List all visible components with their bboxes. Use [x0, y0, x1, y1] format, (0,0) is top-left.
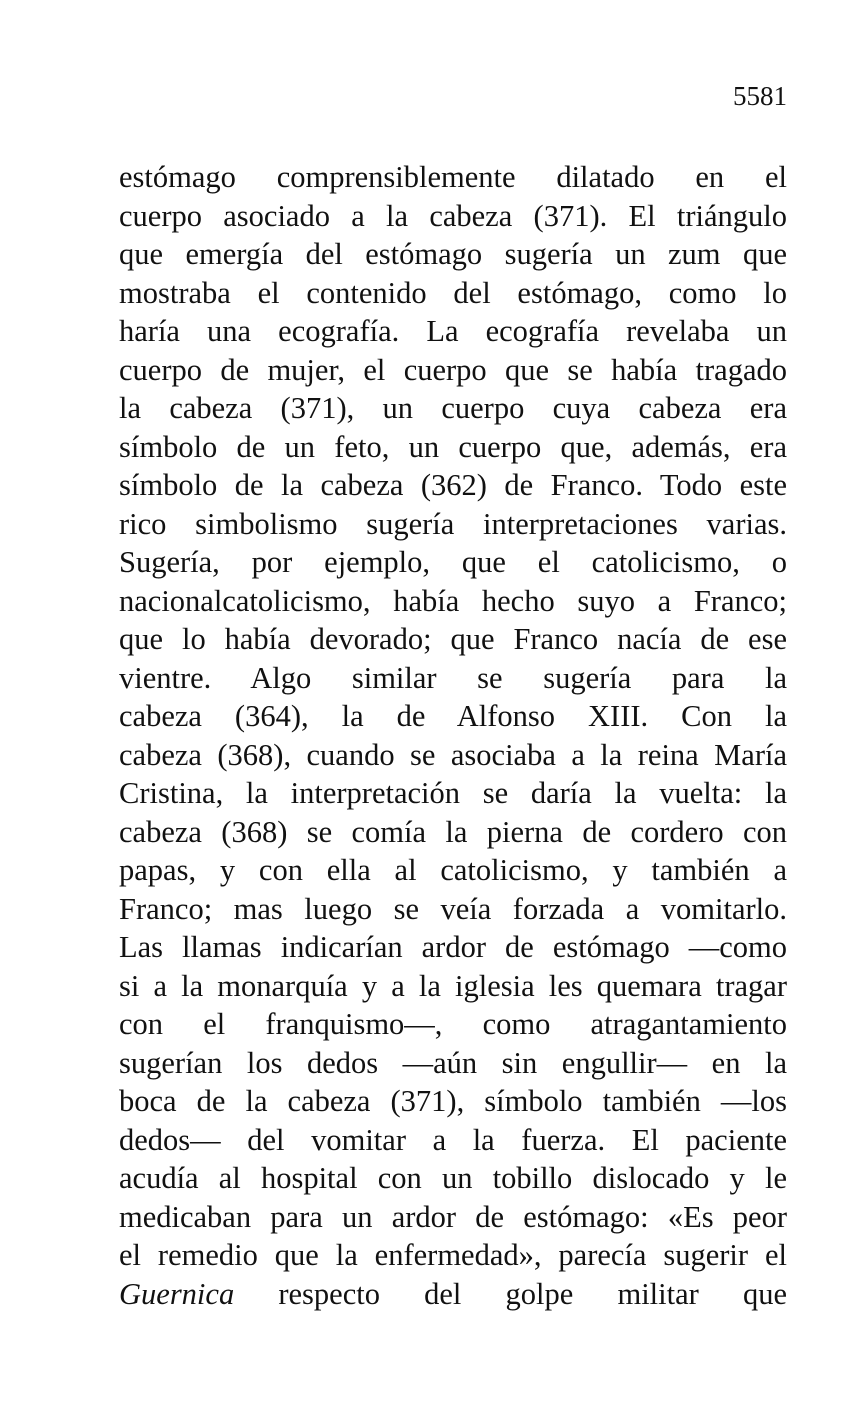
text-line: que lo había devorado; que Franco nacía de ese [119, 622, 787, 656]
text-line: Sugería, por ejemplo, que el catolicismo, o [119, 545, 787, 579]
text-line: estómago comprensiblemente dilatado en el [119, 160, 787, 194]
text-line: papas, y con ella al catolicismo, y también a [119, 853, 787, 887]
text-line: Franco; mas luego se veía forzada a vomitarlo. [119, 891, 787, 926]
text-line: vientre. Algo similar se sugería para la [119, 660, 787, 695]
text-line: símbolo de un feto, un cuerpo que, además, era [119, 429, 787, 464]
body-text [119, 158, 787, 1313]
text-line-last [119, 1275, 787, 1314]
text-line: si a la monarquía y a la iglesia les quemara tragar [119, 968, 787, 1003]
text-line: que emergía del estómago sugería un zum que [119, 237, 787, 271]
text-line: Las llamas indicarían ardor de estómago —como [119, 930, 787, 964]
text-line: mostraba el contenido del estómago, como lo [119, 275, 787, 310]
text-line: cuerpo de mujer, el cuerpo que se había tragado [119, 352, 787, 387]
text-line: símbolo de la cabeza (362) de Franco. Todo este [119, 468, 787, 502]
text-line: cabeza (364), la de Alfonso XIII. Con la [119, 699, 787, 733]
last-line-rest: respecto del golpe militar que [234, 1276, 787, 1311]
text-line: boca de la cabeza (371), símbolo también —los [119, 1084, 787, 1118]
italic-title-guernica: Guernica [119, 1276, 235, 1311]
text-line: medicaban para un ardor de estómago: «Es peor [119, 1199, 787, 1234]
text-line: dedos— del vomitar a la fuerza. El paciente [119, 1122, 787, 1157]
text-line: el remedio que la enfermedad», parecía sugerir el [119, 1238, 787, 1272]
text-line: cabeza (368) se comía la pierna de cordero con [119, 814, 787, 849]
text-line: nacionalcatolicismo, había hecho suyo a Franco; [119, 583, 787, 618]
text-line: haría una ecografía. La ecografía revelaba un [119, 314, 787, 348]
text-line: rico simbolismo sugería interpretaciones varias. [119, 506, 787, 541]
text-line: sugerían los dedos —aún sin engullir— en la [119, 1045, 787, 1080]
text-line: la cabeza (371), un cuerpo cuya cabeza era [119, 391, 787, 425]
page-number: 5581 [733, 81, 787, 111]
text-line: acudía al hospital con un tobillo dislocado y le [119, 1161, 787, 1195]
text-line: cabeza (368), cuando se asociaba a la reina María [119, 737, 787, 772]
text-line: cuerpo asociado a la cabeza (371). El triángulo [119, 198, 787, 233]
text-line: con el franquismo—, como atragantamiento [119, 1007, 787, 1041]
text-line: Cristina, la interpretación se daría la vuelta: la [119, 776, 787, 810]
